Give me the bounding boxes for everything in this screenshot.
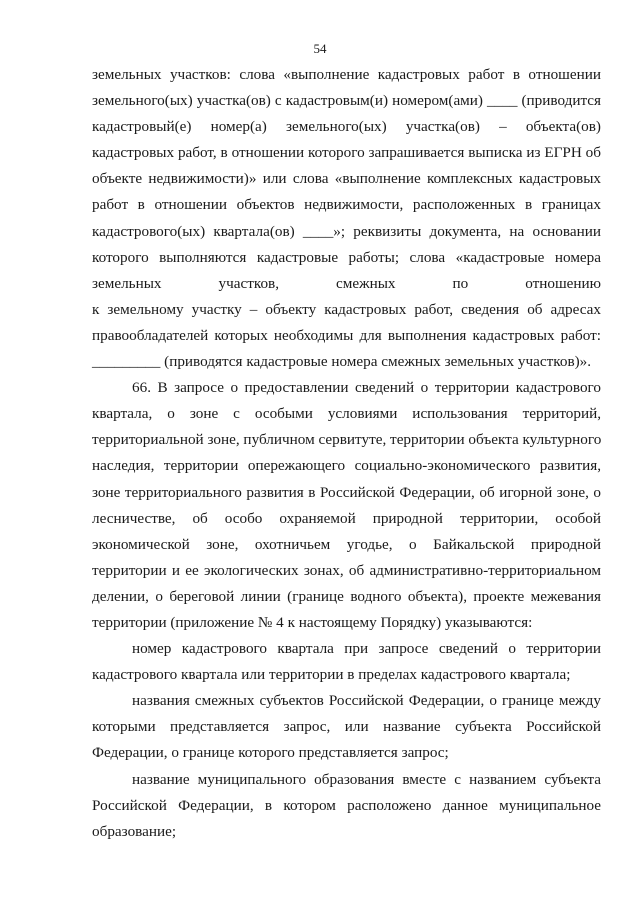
text-line: к земельному участку – объекту кадастровых работ, сведения об адресах [92, 300, 601, 318]
text-line: Федерации, о границе которого представляется запрос; [92, 744, 449, 762]
list-item-first-line: названия смежных субъектов Российской Федерации, о границе между [132, 692, 601, 710]
list-item-first-line: название муниципального образования вместе с названием субъекта [132, 770, 601, 788]
text-line: лесничестве, об особо охраняемой природной территории, особой [92, 509, 601, 527]
text-line: территории (приложение № 4 к настоящему Порядку) указываются: [92, 613, 533, 631]
text-line: зоне территориального развития в Российской Федерации, об игорной зоне, о [92, 483, 601, 501]
page-number: 54 [313, 41, 327, 56]
text-line: территориальной зоне, публичном сервитуте, территории объекта культурного [92, 431, 602, 449]
paragraph-66-first-line: 66. В запросе о предоставлении сведений о территории кадастрового [132, 379, 601, 397]
text-line: кадастровый(е) номер(а) земельного(ых) участка(ов) – объекта(ов) [92, 118, 601, 136]
text-line: земельных участков, смежных по отношению [92, 274, 601, 292]
text-line: кадастровых работ, в отношении которого запрашивается выписка из ЕГРН об [92, 144, 601, 162]
text-line: территории и ее экологических зонах, об административно-территориальном [92, 561, 601, 579]
text-line: кадастрового(ых) квартала(ов) ____»; реквизиты документа, на основании [92, 222, 601, 240]
text-line: наследия, территории опережающего социально-экономического развития, [92, 457, 601, 475]
text-line: земельных участков: слова «выполнение кадастровых работ в отношении [92, 66, 601, 83]
list-item-first-line: номер кадастрового квартала при запросе сведений о территории [132, 640, 601, 658]
text-line: делении, о береговой линии (границе водного объекта), проекте межевания [92, 587, 601, 605]
text-line: правообладателей которых необходимы для выполнения кадастровых работ: [92, 326, 601, 344]
text-line: которыми представляется запрос, или название субъекта Российской [92, 718, 601, 736]
text-line: квартала, о зоне с особыми условиями использования территорий, [92, 405, 601, 423]
text-line: _________ (приводятся кадастровые номера смежных земельных участков)». [92, 353, 592, 371]
text-line: экономической зоне, охотничьем угодье, о Байкальской природной [92, 535, 601, 553]
text-line: объекте недвижимости)» или слова «выполнение комплексных кадастровых [92, 170, 601, 188]
text-line: работ в отношении объектов недвижимости, расположенных в границах [92, 196, 601, 214]
text-line: кадастрового квартала или территории в пределах кадастрового квартала; [92, 666, 571, 684]
text-line: земельного(ых) участка(ов) с кадастровым(и) номером(ами) ____ (приводится [92, 92, 601, 110]
text-line: которого выполняются кадастровые работы; слова «кадастровые номера [92, 248, 601, 266]
text-line: Российской Федерации, в котором расположено данное муниципальное [92, 796, 601, 814]
text-line: образование; [92, 822, 177, 840]
body-text [92, 62, 601, 845]
